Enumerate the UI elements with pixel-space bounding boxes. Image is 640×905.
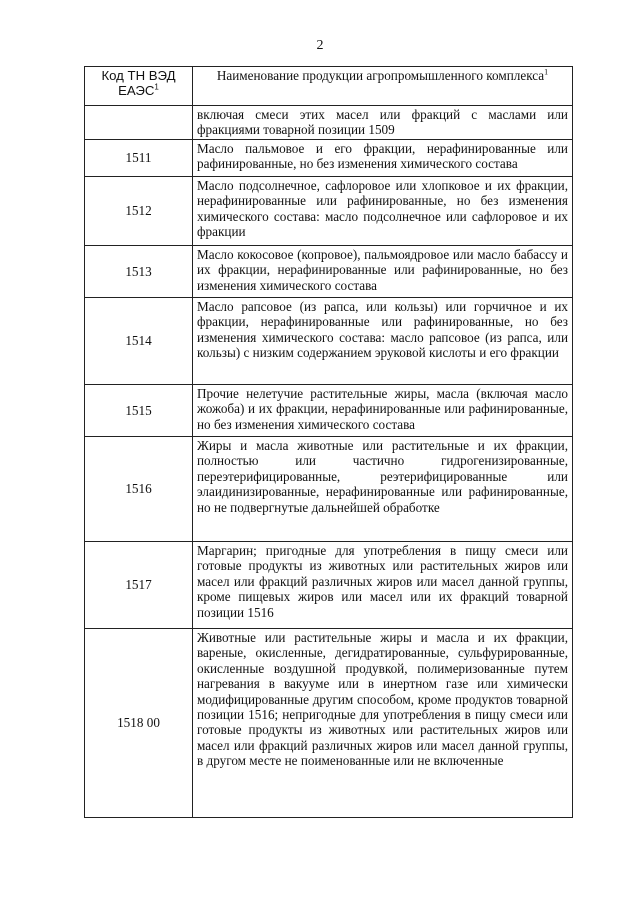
row-description: Масло подсолнечное, сафлоровое или хлопковое и их фракции, нерафинированные или рафинированные, но без изменения химического состава: масло подсолнечное или сафлоровое и их фракции: [193, 177, 573, 246]
row-code: 1515: [85, 385, 193, 437]
row-description: Животные или растительные жиры и масла и их фракции, вареные, окисленные, дегидратированные, сульфурированные, окисленные воздушной продувкой, полимеризованные путем нагревания в вакууме или в инертном газе или химически модифицированные другим способом, кроме продуктов товарной позиции 1516; непригодные для употребления в пищу смеси или готовые продукты из животных или растительных жиров или масел или фракций различных жиров или масел данной группы, в другом месте не поименованные или не включенные: [193, 629, 573, 818]
row-description: включая смеси этих масел или фракций с маслами или фракциями товарной позиции 1509: [193, 106, 573, 140]
header-name: [193, 67, 573, 106]
table-row: [85, 177, 573, 246]
table-row: [85, 140, 573, 177]
row-description: Масло пальмовое и его фракции, нерафинированные или рафинированные, но без изменения химического состава: [193, 140, 573, 177]
header-code-label: Код ТН ВЭД ЕАЭС: [101, 68, 176, 99]
row-description: Маргарин; пригодные для употребления в пищу смеси или готовые продукты из животных или растительных жиров или масел или фракций различных жиров или масел данной группы, кроме пищевых жиров или масел или их фракций товарной позиции 1516: [193, 542, 573, 629]
table-row: [85, 629, 573, 818]
table-row: [85, 106, 573, 140]
row-code: 1517: [85, 542, 193, 629]
row-description: Жиры и масла животные или растительные и их фракции, полностью или частично гидрогенизированные, переэтерифицированные, реэтерифицированные или элаидинизированные, нерафинированные или рафинированные, но не подвергнутые дальнейшей обработке: [193, 437, 573, 542]
table-row: [85, 246, 573, 298]
table-row: [85, 437, 573, 542]
product-table: [84, 66, 573, 818]
footnote-mark: 1: [544, 67, 549, 77]
table-header-row: [85, 67, 573, 106]
row-code: [85, 106, 193, 140]
row-description: Прочие нелетучие растительные жиры, масла (включая масло жожоба) и их фракции, нерафинированные или рафинированные, но без изменения химического состава: [193, 385, 573, 437]
page-number: 2: [316, 38, 324, 53]
table-row: [85, 385, 573, 437]
row-code: 1513: [85, 246, 193, 298]
row-code: 1511: [85, 140, 193, 177]
header-code: [85, 67, 193, 106]
row-code: 1518 00: [85, 629, 193, 818]
table-row: [85, 298, 573, 385]
header-name-label: Наименование продукции агропромышленного комплекса: [216, 68, 545, 83]
row-description: Масло рапсовое (из рапса, или кользы) или горчичное и их фракции, нерафинированные или рафинированные, но без изменения химического состава: масло рапсовое (из рапса, или кользы) с низким содержанием эруковой кислоты и его фракции: [193, 298, 573, 385]
row-code: 1512: [85, 177, 193, 246]
row-code: 1514: [85, 298, 193, 385]
table-row: [85, 542, 573, 629]
row-code: 1516: [85, 437, 193, 542]
footnote-mark: 1: [154, 83, 159, 93]
row-description: Масло кокосовое (копровое), пальмоядровое или масло бабассу и их фракции, нерафинированные или рафинированные, но без изменения химического состава: [193, 246, 573, 298]
